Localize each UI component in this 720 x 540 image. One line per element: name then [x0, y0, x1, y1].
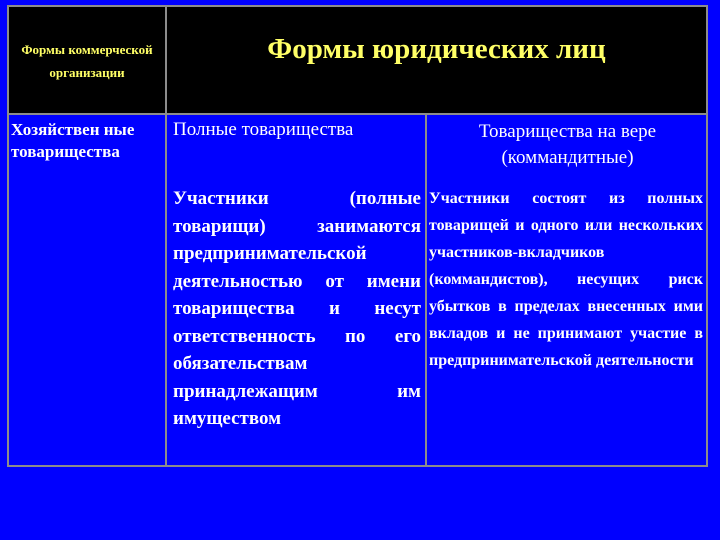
page-title: [167, 7, 706, 113]
text-limited-partnerships: Участники состоят из полных товарищей и одного или нескольких участников-вкладчиков (коммандистов), несущих риск убытков в пределах внесенных ими вкладов и не принимают участие в предпринимательской деятельности: [429, 190, 703, 369]
column-title-limited-partnerships: Товарищества на вере (коммандитные): [478, 121, 657, 168]
header-commercial-forms-text: Формы коммерческой организации: [21, 42, 153, 80]
legal-forms-table: [7, 5, 708, 467]
column-title-full-partnerships: Полные товарищества: [173, 119, 354, 140]
divider-middle: [425, 113, 427, 465]
page-title-text: Формы юридических лиц: [267, 33, 606, 65]
row-label-business-partnerships: Хозяйствен ные товарищества: [11, 120, 135, 161]
divider-header: [9, 113, 706, 115]
header-commercial-forms: [9, 7, 165, 113]
text-full-partnerships: Участники (полные товарищи) занимаются предпринимательской деятельностью от имени товарищества и несут ответственность по его обязательствам принадлежащим им имуществом: [173, 188, 421, 429]
